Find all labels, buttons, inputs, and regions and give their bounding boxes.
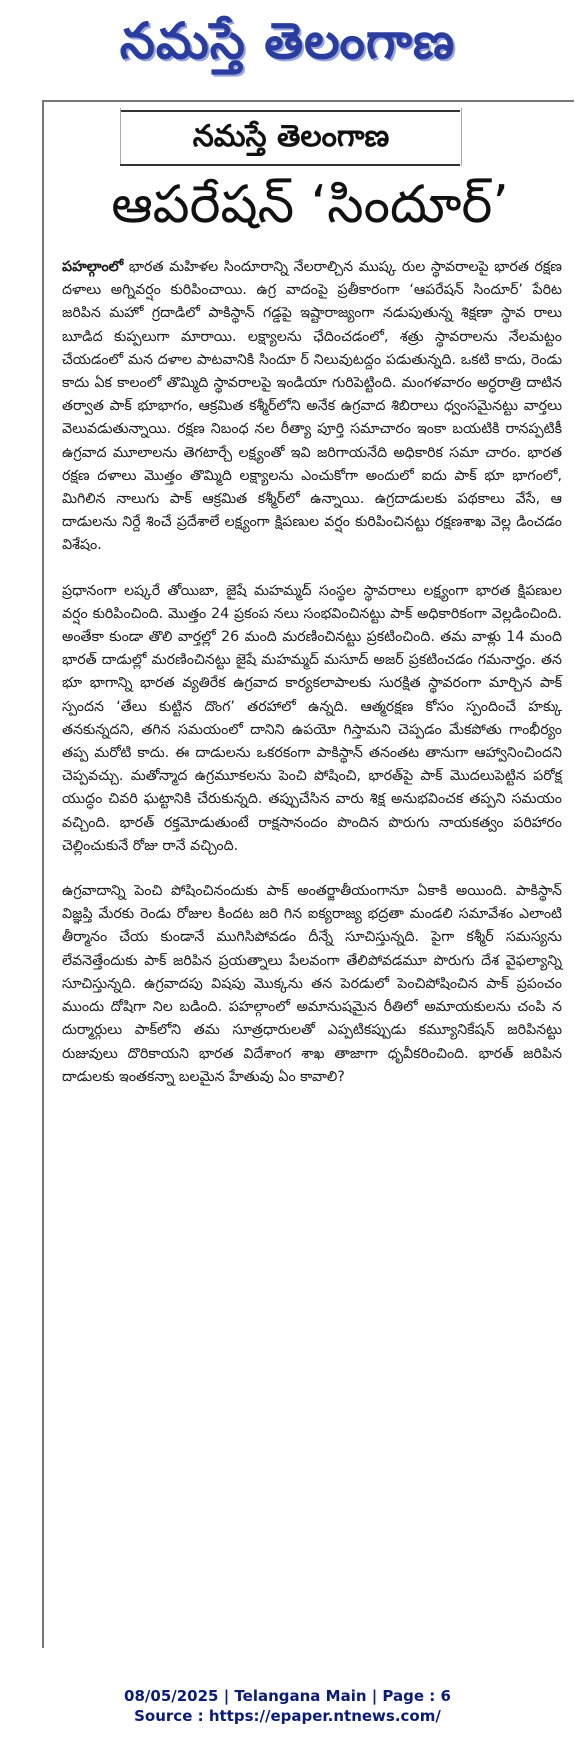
page-footer xyxy=(0,1686,575,1726)
article-paragraph-3: ఉగ్రవాదాన్ని పెంచి పోషించినందుకు పాక్ అంతర్జాతీయంగానూ ఏకాకి అయింది. పాకిస్థాన్ విజ్ఞప్తి మేరకు రెండు రోజుల కిందట జరి గిన ఐక్యరాజ్య భద్రతా మండలి సమావేశం ఎలాంటి తీర్మానం చేయ కుండానే ముగిసిపోవడం దీన్నే సూచిస్తున్నది. పైగా కశ్మీర్ సమస్యను లేవనెత్తేందుకు పాక్ జరిపిన ప్రయత్నాలు పేలవంగా తేలిపోవడమూ పొరుగు దేశ వైఫల్యాన్ని సూచిస్తున్నది. ఉగ్రవాదపు విషపు మొక్కను తన పెరడులో పెంచిపోషించిన పాక్ ప్రపంచం ముందు దోషిగా నిల బడింది. పహల్గాంలో అమానుషమైన రీతిలో అమాయకులను చంపి న దుర్మార్గులు పాక్‌లోని తమ సూత్రధారులతో ఎప్పటికప్పుడు కమ్యూనికేషన్ జరిపినట్టు రుజువులు దొరికాయని భారత విదేశాంగ శాఖ తాజాగా ధృవీకరించింది. భారత్ జరిపిన దాడులకు ఇంతకన్నా బలమైన హేతువు ఏం కావాలి? xyxy=(62,883,562,1085)
footer-source: Source : https://epaper.ntnews.com/ xyxy=(134,1707,441,1725)
footer-date-edition: 08/05/2025 | Telangana Main | Page : 6 xyxy=(124,1687,451,1705)
article-paragraph-2: ప్రధానంగా లష్కరే తోయిబా, జైషే మహమ్మద్ సంస్థల స్థావరాలు లక్ష్యంగా భారత క్షిపణుల వర్షం కురిపించింది. మొత్తం 24 ప్రకంప నలు సంభవించినట్టు పాక్ అధికారికంగా వెల్లడించింది. అంతేకా కుండా తొలి వార్తల్లో 26 మంది మరణించినట్టు ప్రకటించింది. తమ వాళ్లు 14 మంది భారత్ దాడుల్లో మరణించినట్టు జైషే మహమ్మద్ మసూద్ అజర్ ప్రకటించడం గమనార్హం. తన భూ భాగాన్ని భారత వ్యతిరేక ఉగ్రవాద కార్యకలాపాలకు సురక్షిత స్థావరంగా మార్చిన పాక్ స్పందన ‘తేలు కుట్టిన దొంగ’ తరహాలో ఉన్నది. ఆత్మరక్షణ కోసం స్పందించే హక్కు తనకున్నదని, తగిన సమయంలో దానిని ఉపయో గిస్తామని చెప్పడం మేకపోతు గాంభీర్యం తప్ప మరోటి కాదు. ఈ దాడులను ఒకరకంగా పాకిస్థాన్ తనంతట తానుగా ఆహ్వానించిందని చెప్పవచ్చు. మతోన్మాద ఉగ్రమూకలను పెంచి పోషించి, భారత్‌పై పాక్ మొదలుపెట్టిన పరోక్ష యుద్ధం చివరి ఘట్టానికి చేరుకున్నది. తప్పుచేసిన వారు శిక్ష అనుభవించక తప్పని సమయం వచ్చింది. భారత్ రక్తమోడుతుంటే రాక్షసానందం పొందిన పొరుగు నాయకత్వం పరిహారం చెల్లించుకునే రోజు రానే వచ్చింది. xyxy=(62,582,562,854)
paragraph-1-text: భారత మహిళల సిందూరాన్ని నేలరాల్చిన ముష్క రుల స్థావరాలపై భారత రక్షణ దళాలు అగ్నివర్షం కురిపించాయి. ఉగ్ర వాదంపై ప్రతీకారంగా ‘ఆపరేషన్ సిందూర్’ పేరిట జరిపిన మహో గ్రదాడిలో పాకిస్థాన్ గడ్డపై ఇష్టారాజ్యంగా నడుపుతున్న శిక్షణా స్థావ రాలు బూడిద కుప్పలుగా మారాయి. లక్ష్యాలను ఛేదించడంలో, శత్రు స్థావరాలను నేలమట్టం చేయడంలో మన దళాల పాటవానికి సిందూ ర్ నిలువుటద్దం పడుతున్నది. ఒకటి కాదు, రెండు కాదు ఏక కాలంలో తొమ్మిది స్థావరాలపై ఇండియా గురిపెట్టింది. మంగళవారం అర్ధరాత్రి దాటిన తర్వాత పాక్ భూభాగం, ఆక్రమిత కశ్మీర్‌లోని అనేక ఉగ్రవాద శిబిరాలు ధ్వంసమైనట్టు వార్తలు వెలువడుతున్నాయి. రక్షణ నిబంధ నల రీత్యా పూర్తి సమాచారం ఇంకా బయటికి రానప్పటికీ ఉగ్రవాద మూలాలను తెగటార్చే లక్ష్యంతో ఇవి జరిగాయనేది అధికారిక సమా చారం. భారత రక్షణ దళాలు మొత్తం తొమ్మిది లక్ష్యాలను ఎంచుకోగా అందులో ఐదు పాక్ భూ భాగంలో, మిగిలిన నాలుగు పాక్ ఆక్రమిత కశ్మీర్‌లో ఉన్నాయి. ఉగ్రదాడులకు పథకాలు వేసే, ఆ దాడులను నిర్దే శించే ప్రదేశాలే లక్ష్యంగా క్షిపణుల వర్షం కురిపించినట్టు రక్షణశాఖ వెల్ల డించడం విశేషం. xyxy=(62,259,562,554)
newspaper-masthead xyxy=(0,0,575,82)
article-body xyxy=(62,256,562,1089)
section-rule-bottom xyxy=(120,164,460,166)
masthead-title: నమస్తే తెలంగాణ xyxy=(119,12,456,70)
article-paragraph-1 xyxy=(62,256,562,558)
lead-word: పహల్గాంలో xyxy=(62,259,124,275)
section-header xyxy=(120,108,462,166)
article-headline: ఆపరేషన్ ‘సిందూర్’ xyxy=(111,175,509,235)
section-label: నమస్తే తెలంగాణ xyxy=(192,119,390,154)
